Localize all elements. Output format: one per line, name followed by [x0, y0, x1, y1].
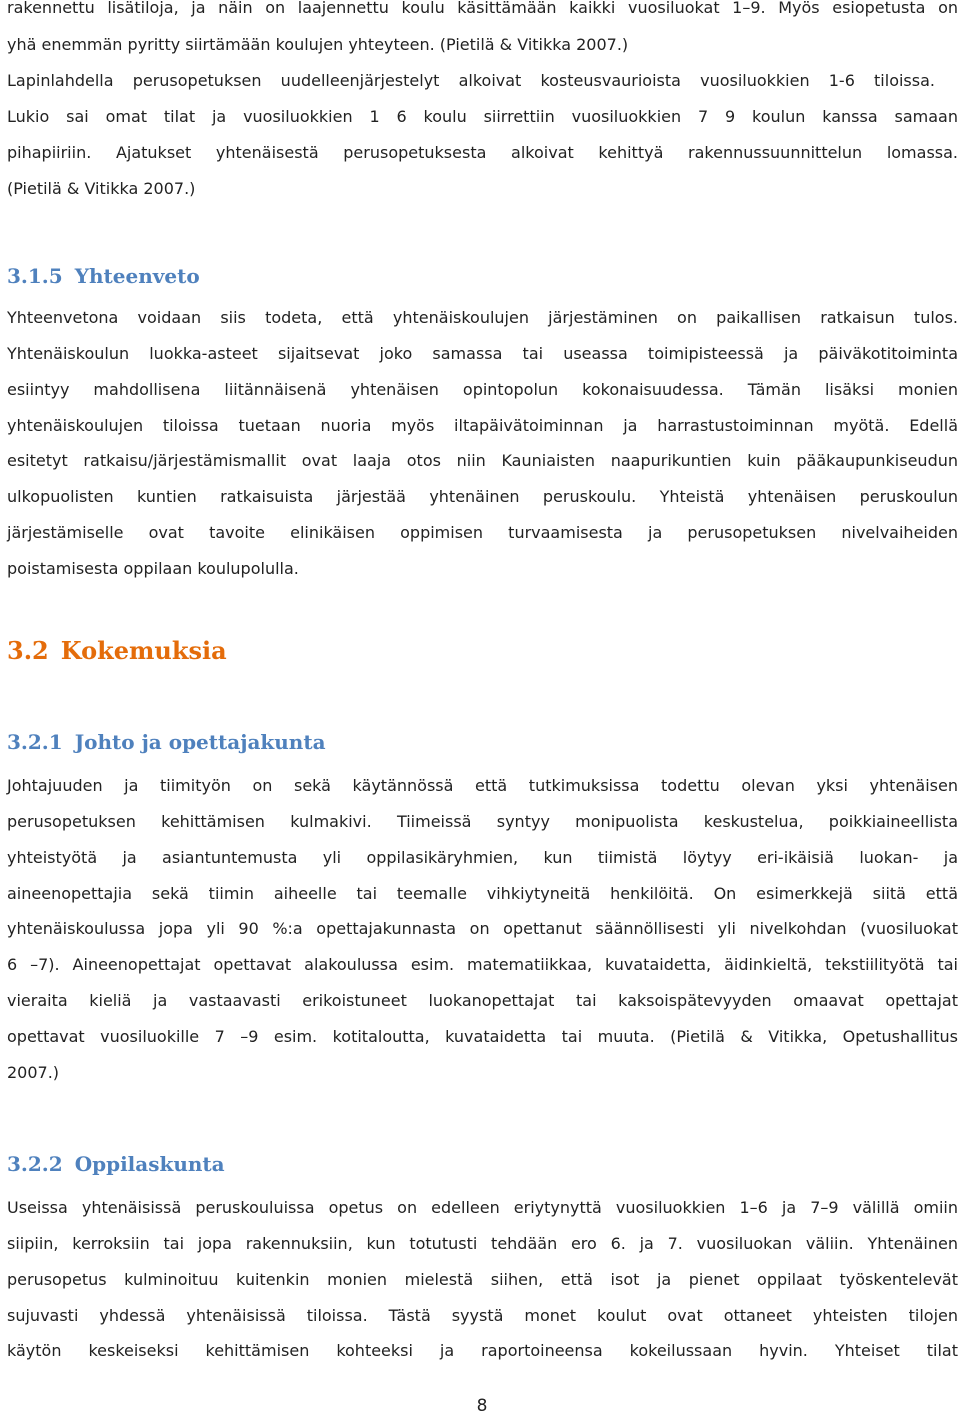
section-title: Oppilaskunta	[74, 1152, 225, 1176]
body-text-line: perusopetuksen kehittämisen kulmakivi. Tiimeissä syntyy monipuolista keskustelua, poikkiaineellista	[7, 812, 958, 831]
body-text-line: aineenopettajia sekä tiimin aiheelle tai teemalle vihkiytyneitä henkilöitä. On esimerkkejä siitä että	[7, 884, 958, 903]
section-number: 3.2.2	[7, 1152, 63, 1176]
section-title: Kokemuksia	[60, 636, 227, 665]
section-number: 3.2.1	[7, 730, 63, 754]
body-text-line: esitetyt ratkaisu/järjestämismallit ovat laaja otos niin Kauniaisten naapurikuntien kuin pääkaupunkiseudun	[7, 451, 958, 470]
section-heading-3-1-5	[7, 264, 200, 288]
body-text-line: pihapiiriin. Ajatukset yhtenäisestä perusopetuksesta alkoivat kehittyä rakennussuunnittelun lomassa.	[7, 143, 958, 162]
body-text-line: poistamisesta oppilaan koulupolulla.	[7, 559, 299, 578]
page-number: 8	[476, 1396, 488, 1416]
body-text-line: yhtenäiskoulujen tiloissa tuetaan nuoria myös iltapäivätoiminnan ja harrastustoiminnan myötä. Edellä	[7, 416, 958, 435]
body-text-line: Yhtenäiskoulun luokka-asteet sijaitsevat joko samassa tai useassa toimipisteessä ja päiväkotitoiminta	[7, 344, 958, 363]
section-title: Johto ja opettajakunta	[74, 730, 326, 754]
body-text-line: Yhteenvetona voidaan siis todeta, että yhtenäiskoulujen järjestäminen on paikallisen ratkaisun tulos.	[7, 308, 958, 327]
section-heading-3-2	[7, 636, 227, 665]
section-heading-3-2-2	[7, 1152, 225, 1176]
section-number: 3.1.5	[7, 264, 63, 288]
body-text-line: yhteistyötä ja asiantuntemusta yli oppilasikäryhmien, kun tiimistä löytyy eri-ikäisiä luokan- ja	[7, 848, 958, 867]
body-text-line: Useissa yhtenäisissä peruskouluissa opetus on edelleen eriytynyttä vuosiluokkien 1–6 ja 7–9 välillä omiin	[7, 1198, 958, 1217]
body-text-line: esiintyy mahdollisena liitännäisenä yhtenäisen opintopolun kokonaisuudessa. Tämän lisäksi monien	[7, 380, 958, 399]
section-heading-3-2-1	[7, 730, 326, 754]
body-text-line: perusopetus kulminoituu kuitenkin monien mielestä siihen, että isot ja pienet oppilaat työskentelevät	[7, 1270, 958, 1289]
body-text-line: 2007.)	[7, 1063, 60, 1082]
body-text-line: opettavat vuosiluokille 7 –9 esim. kotitaloutta, kuvataidetta tai muuta. (Pietilä & Vitikka, Opetushallitus	[7, 1027, 958, 1046]
body-text-line: (Pietilä & Vitikka 2007.)	[7, 179, 196, 198]
body-text-line: ulkopuolisten kuntien ratkaisuista järjestää yhtenäinen peruskoulu. Yhteistä yhtenäisen peruskoulun	[7, 487, 958, 506]
body-text-line: käytön keskeiseksi kehittämisen kohteeksi ja raportoineensa kokeilussaan hyvin. Yhteiset tilat	[7, 1341, 958, 1360]
body-text-line: sujuvasti yhdessä yhtenäisissä tiloissa. Tästä syystä monet koulut ovat ottaneet yhteisten tilojen	[7, 1306, 958, 1325]
section-number: 3.2	[7, 636, 49, 665]
body-text-line: yhä enemmän pyritty siirtämään koulujen yhteyteen. (Pietilä & Vitikka 2007.)	[7, 35, 629, 54]
body-text-line: vieraita kieliä ja vastaavasti erikoistuneet luokanopettajat tai kaksoispätevyyden omaavat opettajat	[7, 991, 958, 1010]
body-text-line: siipiin, kerroksiin tai jopa rakennuksiin, kun totutusti tehdään ero 6. ja 7. vuosiluokan väliin. Yhtenäinen	[7, 1234, 958, 1253]
body-text-line: Lukio sai omat tilat ja vuosiluokkien 1 6 koulu siirrettiin vuosiluokkien 7 9 koulun kanssa samaan	[7, 107, 958, 126]
body-text-line: yhtenäiskoulussa jopa yli 90 %:a opettajakunnasta on opettanut säännöllisesti yli nivelkohdan (vuosiluokat	[7, 919, 958, 938]
body-text-line: rakennettu lisätiloja, ja näin on laajennettu koulu käsittämään kaikki vuosiluokat 1–9. Myös esiopetusta on	[7, 0, 958, 17]
body-text-line: Johtajuuden ja tiimityön on sekä käytännössä että tutkimuksissa todettu olevan yksi yhtenäisen	[7, 776, 958, 795]
section-title: Yhteenveto	[74, 264, 200, 288]
body-text-line: 6 –7). Aineenopettajat opettavat alakoulussa esim. matematiikkaa, kuvataidetta, äidinkieltä, tekstiilityötä tai	[7, 955, 958, 974]
body-text-line: järjestämiselle ovat tavoite elinikäisen oppimisen turvaamisesta ja perusopetuksen nivelvaiheiden	[7, 523, 958, 542]
body-text-line: Lapinlahdella perusopetuksen uudelleenjärjestelyt alkoivat kosteusvaurioista vuosiluokkien 1-6 tiloissa.	[7, 71, 935, 90]
